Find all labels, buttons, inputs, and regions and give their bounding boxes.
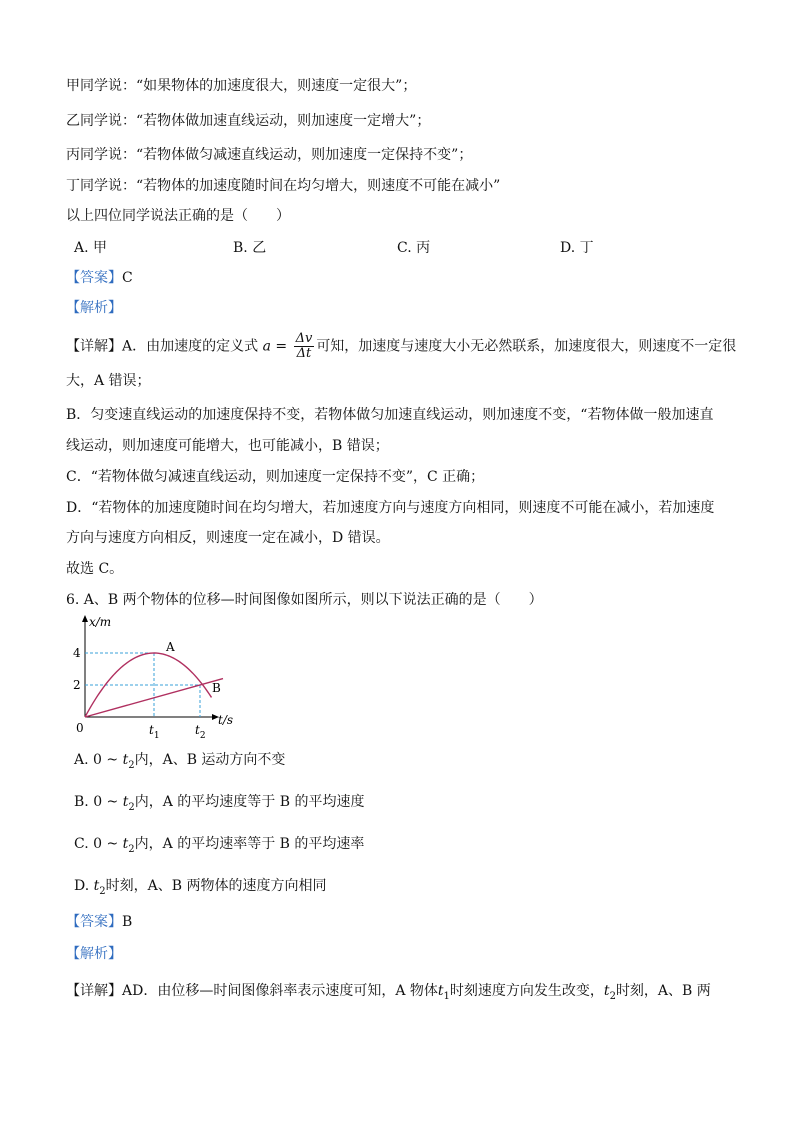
q6-answer-value: B (122, 914, 133, 930)
option-c: C. 丙 (397, 240, 431, 256)
x-axis-label: t/s (218, 713, 234, 727)
option-a: A. 甲 (74, 240, 108, 256)
q6-option-b (74, 792, 365, 818)
detail-line-7: 方向与速度方向相反，则速度一定在减小，D 错误。 (66, 530, 390, 546)
origin-label: 0 (76, 721, 84, 735)
q6-option-a-t: t (122, 752, 129, 768)
q6-detail-tag: 【详解】 (66, 983, 122, 999)
detail-line-6: D．“若物体的加速度随时间在均匀增大，若加速度方向与速度方向相同，则速度不可能在减小，若加速度 (66, 500, 715, 516)
x-tick-t1-letter: t (149, 723, 154, 737)
q6-option-b-pre: B. 0 ~ (74, 794, 123, 810)
statement-yi: 乙同学说：“若物体做加速直线运动，则加速度一定增大”； (66, 113, 431, 129)
series-b-label: B (212, 681, 221, 695)
q6-option-d-post: 时刻，A、B 两物体的速度方向相同 (105, 878, 327, 894)
xt-graph (72, 612, 272, 740)
q6-option-d-t: t (93, 878, 100, 894)
option-d: D. 丁 (560, 240, 594, 256)
q6-option-a-sub: 2 (128, 759, 135, 771)
q6-detail-text-1b: 时刻速度方向发生改变， (449, 983, 604, 999)
detail-tag: 【详解】 (66, 338, 122, 355)
q6-option-b-t: t (122, 794, 129, 810)
question-prompt: 以上四位同学说法正确的是（ ） (66, 208, 290, 224)
x-tick-t2-letter: t (195, 723, 200, 737)
q6-detail-t1: t (437, 983, 444, 999)
detail-line-8: 故选 C。 (66, 561, 124, 577)
detail-line-1 (66, 332, 736, 361)
q6-option-b-sub: 2 (128, 801, 135, 813)
x-tick-t1-sub: 1 (153, 731, 160, 740)
q6-answer-line (66, 912, 132, 932)
detail-line-2: 大，A 错误； (66, 373, 151, 389)
series-a-label: A (166, 640, 175, 654)
q6-option-c-post: 内，A 的平均速率等于 B 的平均速率 (134, 836, 365, 852)
answer-tag: 【答案】 (66, 270, 122, 286)
q6-option-b-post: 内，A 的平均速度等于 B 的平均速度 (134, 794, 365, 810)
analysis-tag (66, 298, 122, 318)
q6-detail-t2-sub: 2 (609, 990, 616, 1002)
x-tick-t2-sub: 2 (199, 731, 206, 740)
q6-option-c-pre: C. 0 ~ (74, 836, 123, 852)
y-axis-label: x/m (89, 615, 112, 629)
statement-bing: 丙同学说：“若物体做匀减速直线运动，则加速度一定保持不变”； (66, 147, 473, 163)
formula-denominator: Δt (296, 346, 312, 361)
statement-jia: 甲同学说：“如果物体的加速度很大，则速度一定很大”； (66, 78, 417, 94)
y-tick-2: 2 (73, 678, 81, 692)
q6-option-d (74, 876, 327, 902)
q6-detail-text-1a: AD．由位移—时间图像斜率表示速度可知，A 物体 (122, 983, 438, 999)
detail-text-1b: 可知，加速度与速度大小无必然联系，加速度很大，则速度不一定很 (316, 338, 737, 355)
q6-detail-text-1c: 时刻，A、B 两 (615, 983, 711, 999)
q6-option-d-sub: 2 (99, 885, 106, 897)
q6-analysis-tag (66, 944, 122, 964)
analysis-label: 【解析】 (66, 300, 122, 316)
formula-numerator: Δv (295, 331, 313, 346)
q6-answer-tag: 【答案】 (66, 914, 122, 930)
detail-line-3: B．匀变速直线运动的加速度保持不变，若物体做匀加速直线运动，则加速度不变，“若物体做一般加速直 (66, 407, 714, 423)
q6-option-c-sub: 2 (128, 843, 135, 855)
q6-detail-line-1 (66, 981, 711, 1007)
detail-text-1a: A．由加速度的定义式 (122, 338, 259, 355)
formula-fraction (294, 332, 315, 361)
q6-detail-t1-sub: 1 (443, 990, 450, 1002)
q6-option-c-t: t (122, 836, 129, 852)
q6-option-d-pre: D. (74, 878, 94, 894)
q6-option-a-post: 内，A、B 运动方向不变 (134, 752, 286, 768)
formula-eq: = (270, 338, 292, 355)
q6-option-c (74, 834, 364, 860)
option-b: B. 乙 (233, 240, 267, 256)
q6-stem: 6. A、B 两个物体的位移—时间图像如图所示，则以下说法正确的是（ ） (66, 592, 543, 608)
q6-option-a (74, 750, 285, 776)
q6-analysis-label: 【解析】 (66, 946, 122, 962)
formula-a: a (262, 338, 271, 355)
detail-line-5: C．“若物体做匀减速直线运动，则加速度一定保持不变”，C 正确； (66, 469, 485, 485)
x-tick-t2 (195, 723, 206, 740)
answer-line (66, 268, 133, 288)
q6-option-a-pre: A. 0 ~ (74, 752, 123, 768)
answer-value: C (122, 270, 133, 286)
q6-detail-t2: t (603, 983, 610, 999)
x-tick-t1 (149, 723, 160, 740)
detail-line-4: 线运动，则加速度可能增大，也可能减小，B 错误； (66, 438, 389, 454)
y-tick-4: 4 (73, 646, 81, 660)
statement-ding: 丁同学说：“若物体的加速度随时间在均匀增大，则速度不可能在减小” (66, 178, 501, 194)
